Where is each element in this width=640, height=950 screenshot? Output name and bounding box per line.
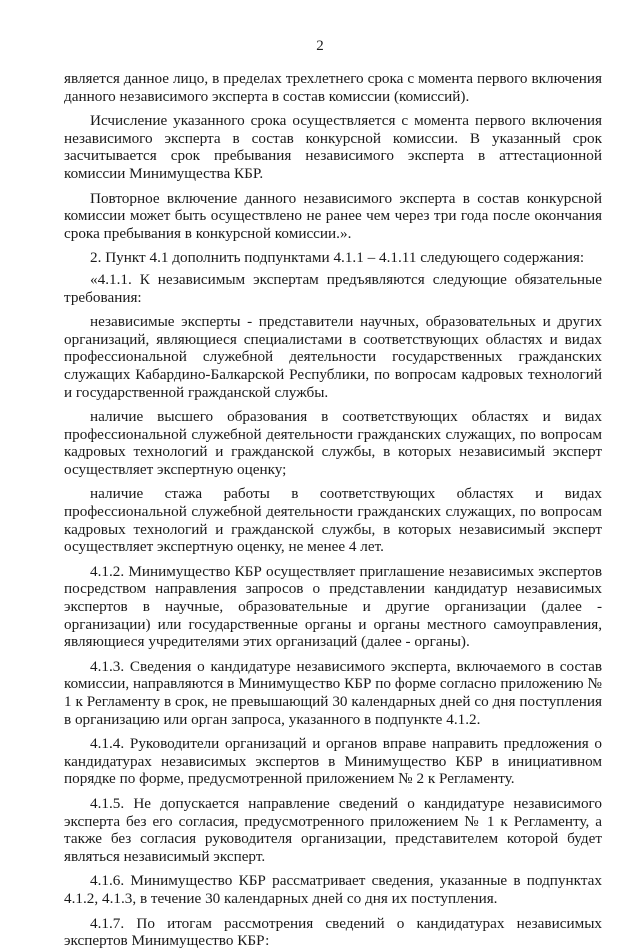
paragraph-1: является данное лицо, в пределах трехлетнего срока с момента первого включения данного независимого эксперта в состав комиссии (комиссий). [64,70,602,105]
paragraph-9: 4.1.2. Минимущество КБР осуществляет приглашение независимых экспертов посредством направления запросов о представлении кандидатур независимых экспертов в научные, образовательные и другие организации (далее - организации) или государственные органы и органы местного самоуправления, являющиеся учредителями этих организаций (далее - органы). [64,562,602,651]
paragraph-7: наличие высшего образования в соответствующих областях и видах профессиональной служебной деятельности гражданских служащих, по вопросам кадровых технологий и гражданской службы, в которых независимый эксперт осуществляет экспертную оценку; [64,408,602,478]
paragraph-2: Исчисление указанного срока осуществляется с момента первого включения независимого эксперта в состав конкурсной комиссии. В указанный срок засчитывается срок пребывания независимого эксперта в аттестационной комиссии Минимущества КБР. [64,112,602,182]
paragraph-10: 4.1.3. Сведения о кандидатуре независимого эксперта, включаемого в состав комиссии, направляются в Минимущество КБР по форме согласно приложению № 1 к Регламенту в срок, не превышающий 30 календарных дней со дня поступления в организацию или орган запроса, указанного в подпункте 4.1.2. [64,657,602,728]
paragraph-3: Повторное включение данного независимого эксперта в состав конкурсной комиссии может быть осуществлено не ранее чем через три года после окончания срока пребывания в конкурсной комиссии.». [64,189,602,242]
paragraph-14: 4.1.7. По итогам рассмотрения сведений о кандидатурах независимых экспертов Минимущество КБР: [64,914,602,950]
paragraph-4: 2. Пункт 4.1 дополнить подпунктами 4.1.1 – 4.1.11 следующего содержания: [90,249,585,267]
paragraph-11: 4.1.4. Руководители организаций и органов вправе направить предложения о кандидатурах независимых экспертов в Минимущество КБР в инициативном порядке по форме, предусмотренной приложением № 2 к Регламенту. [64,735,602,788]
page-number: 2 [316,38,324,54]
paragraph-5: «4.1.1. К независимым экспертам предъявляются следующие обязательные требования: [64,270,602,306]
paragraph-13: 4.1.6. Минимущество КБР рассматривает сведения, указанные в подпунктах 4.1.2, 4.1.3, в течение 30 календарных дней со дня их поступления. [64,872,602,907]
paragraph-8: наличие стажа работы в соответствующих областях и видах профессиональной служебной деятельности гражданских служащих, по вопросам кадровых технологий и гражданской службы, в которых независимый эксперт осуществляет экспертную оценку, не менее 4 лет. [64,485,602,556]
paragraph-12: 4.1.5. Не допускается направление сведений о кандидатуре независимого эксперта без его согласия, предусмотренного приложением № 1 к Регламенту, а также без согласия руководителя организации, представителем которой будет являться независимый эксперт. [64,794,602,865]
paragraph-6: независимые эксперты - представители научных, образовательных и других организаций, являющиеся специалистами в соответствующих областях и видах профессиональной служебной деятельности государственных гражданских служащих Кабардино-Балкарской Республики, по вопросам кадровых технологий и государственной гражданской службы. [64,313,602,401]
